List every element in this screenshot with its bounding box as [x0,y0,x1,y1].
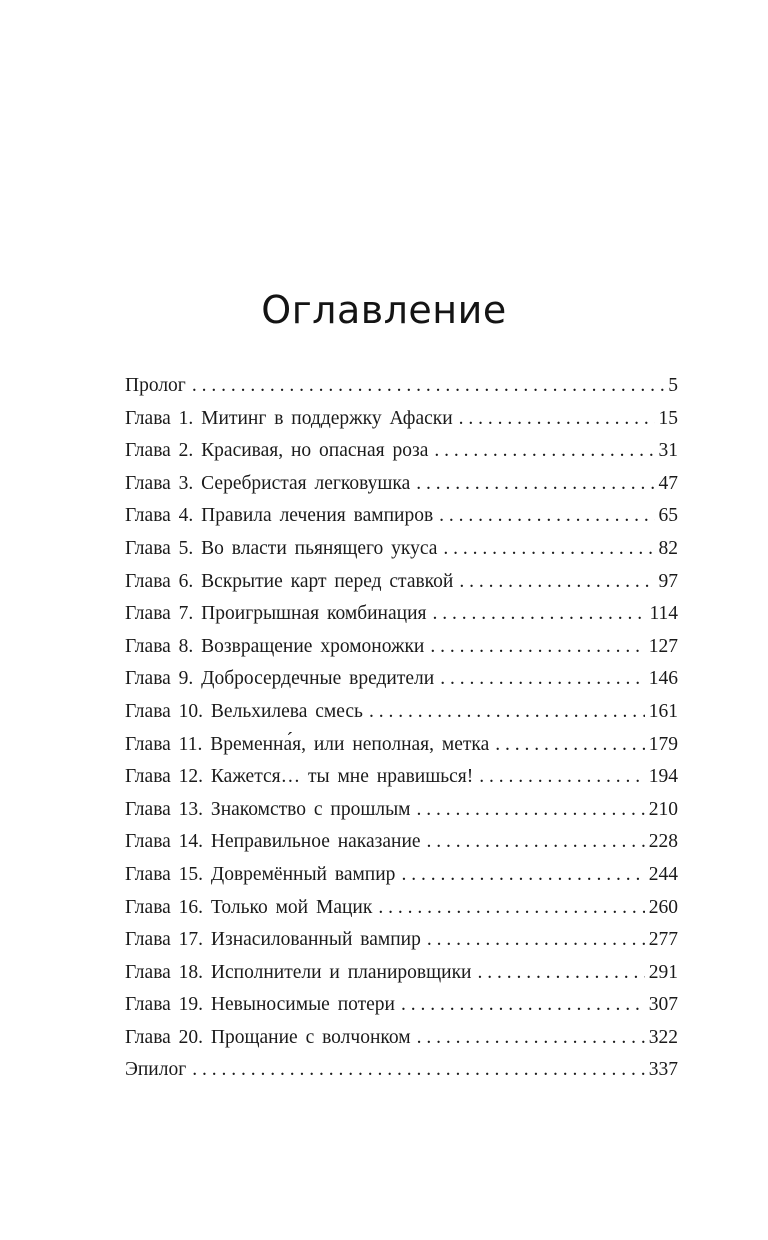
dot-leader [443,533,654,566]
toc-entry [125,370,678,403]
dot-leader [477,957,644,990]
toc-entry-page-number: 31 [658,440,678,462]
toc-entry-page-number: 291 [648,961,678,983]
toc-entry [125,598,678,631]
dot-leader [416,468,654,501]
toc-entry-page-number: 146 [648,668,678,690]
toc-entry-title: Глава 14. Неправильное наказание [125,831,421,853]
toc-entry [125,631,678,664]
dot-leader [417,1022,645,1055]
toc-entry [125,1022,678,1055]
toc-entry [125,696,678,729]
toc-entry-title: Глава 10. Вельхилева смесь [125,700,363,722]
toc-entry-page-number: 5 [668,375,678,396]
toc-entry-page-number: 194 [648,766,678,788]
toc-entry-title: Глава 20. Прощание с волчонком [125,1026,411,1048]
toc-entry-title: Глава 4. Правила лечения вампиров [125,505,434,527]
toc-entry-page-number: 127 [648,635,678,657]
table-of-contents [125,370,678,1087]
toc-entry [125,729,678,762]
dot-leader [417,794,645,827]
dot-leader [427,826,645,859]
dot-leader [430,631,644,664]
toc-entry-title: Эпилог [125,1059,187,1081]
toc-entry [125,403,678,436]
toc-entry-title: Глава 16. Только мой Мацик [125,896,373,918]
toc-entry [125,794,678,827]
toc-entry-page-number: 210 [648,798,678,820]
toc-entry-page-number: 97 [658,570,678,592]
dot-leader [495,729,645,762]
dot-leader [432,598,645,631]
dot-leader [427,924,645,957]
toc-entry-page-number: 244 [648,863,678,885]
toc-entry-title: Глава 9. Добросердечные вредители [125,668,435,690]
toc-entry-title: Глава 6. Вскрытие карт перед ставкой [125,570,454,592]
dot-leader [192,1054,645,1087]
toc-entry-page-number: 260 [648,896,678,918]
toc-entry-page-number: 337 [648,1059,678,1081]
dot-leader [479,761,644,794]
toc-entry [125,435,678,468]
toc-entry-page-number: 161 [648,700,678,722]
toc-entry-title: Глава 12. Кажется… ты мне нравишься! [125,766,474,788]
toc-entry-title: Глава 18. Исполнители и планировщики [125,961,472,983]
page-title: Оглавление [261,288,507,332]
toc-entry-title: Глава 15. Довремённый вампир [125,863,396,885]
dot-leader [459,403,655,436]
toc-entry-page-number: 15 [658,407,678,429]
dot-leader [369,696,645,729]
toc-entry-page-number: 114 [649,603,678,625]
dot-leader [401,989,645,1022]
toc-entry-page-number: 179 [648,733,678,755]
toc-entry [125,826,678,859]
toc-entry-title: Глава 2. Красивая, но опасная роза [125,440,429,462]
toc-entry [125,761,678,794]
toc-entry [125,924,678,957]
dot-leader [459,566,654,599]
toc-entry [125,989,678,1022]
toc-entry [125,566,678,599]
toc-entry-title: Глава 7. Проигрышная комбинация [125,603,427,625]
dot-leader [192,370,664,403]
dot-leader [440,663,645,696]
dot-leader [401,859,644,892]
toc-entry-page-number: 322 [648,1026,678,1048]
toc-entry [125,663,678,696]
toc-entry-page-number: 307 [648,994,678,1016]
dot-leader [378,892,644,925]
toc-entry-title: Глава 5. Во власти пьянящего укуса [125,537,438,559]
toc-entry-title: Глава 1. Митинг в поддержку Афаски [125,407,453,429]
toc-entry [125,500,678,533]
toc-entry-page-number: 65 [658,505,678,527]
toc-entry-title: Глава 3. Серебристая легковушка [125,472,411,494]
toc-entry-page-number: 82 [658,537,678,559]
toc-entry [125,1054,678,1087]
toc-entry [125,957,678,990]
toc-entry [125,533,678,566]
toc-entry-page-number: 47 [658,472,678,494]
toc-entry [125,892,678,925]
dot-leader [439,500,654,533]
toc-entry-title: Глава 8. Возвращение хромоножки [125,635,425,657]
toc-entry-title: Пролог [125,375,186,396]
toc-entry [125,859,678,892]
toc-entry-title: Глава 17. Изнасилованный вампир [125,929,421,951]
toc-entry-page-number: 277 [648,929,678,951]
toc-entry-title: Глава 13. Знакомство с прошлым [125,798,411,820]
toc-entry-title: Глава 19. Невыносимые потери [125,994,395,1016]
toc-entry [125,468,678,501]
dot-leader [434,435,654,468]
toc-entry-title: Глава 11. Временна́я, или неполная, метка [125,733,490,755]
toc-entry-page-number: 228 [648,831,678,853]
